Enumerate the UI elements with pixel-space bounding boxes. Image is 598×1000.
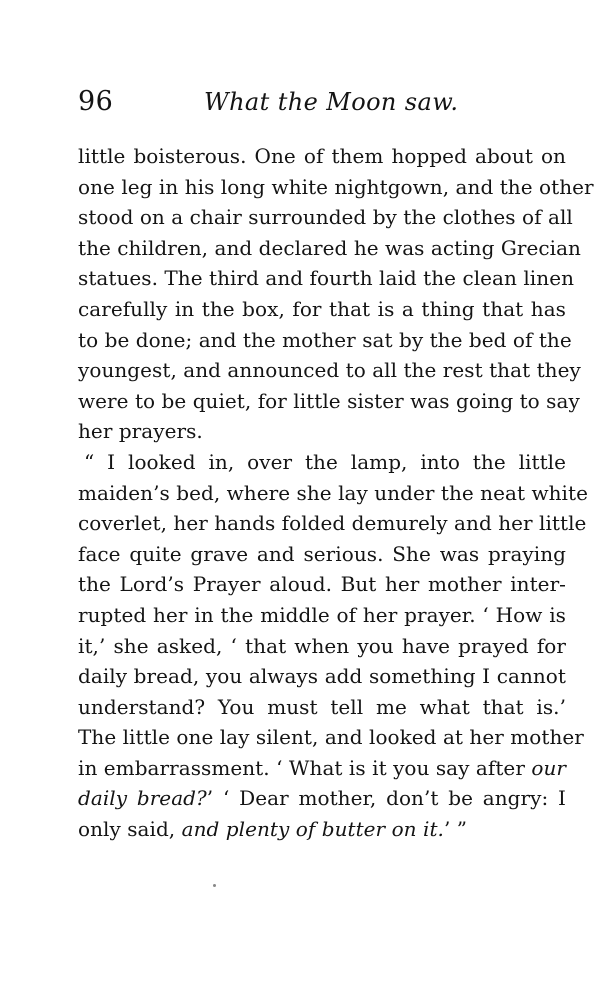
text-line: to be done; and the mother sat by the bed of the bbox=[78, 327, 572, 352]
body-text bbox=[78, 141, 594, 845]
text-line: youngest, and announced to all the rest that they bbox=[78, 358, 581, 383]
text-line: face quite grave and serious. She was praying bbox=[78, 541, 566, 566]
text-segment: ’ ‘ Dear mother, don’t be angry: I bbox=[206, 786, 566, 811]
text-line bbox=[78, 753, 566, 784]
text-segment: in embarrassment. ‘ What is it you say after bbox=[78, 755, 532, 780]
text-line: rupted her in the middle of her prayer. ‘ How is bbox=[78, 602, 566, 627]
text-line: her prayers. bbox=[78, 419, 203, 444]
running-head bbox=[78, 84, 564, 124]
italic-text: daily bread? bbox=[78, 786, 207, 811]
running-title: What the Moon saw. bbox=[204, 88, 459, 116]
text-line: one leg in his long white nightgown, and the other bbox=[78, 174, 594, 199]
text-line bbox=[78, 814, 566, 845]
text-segment: ’ ” bbox=[443, 817, 468, 842]
text-line: the Lord’s Prayer aloud. But her mother inter- bbox=[78, 572, 566, 597]
italic-text: our bbox=[531, 755, 566, 780]
text-line: stood on a chair surrounded by the clothes of all bbox=[78, 205, 573, 230]
text-line: were to be quiet, for little sister was going to say bbox=[78, 388, 580, 413]
text-line: understand? You must tell me what that is.’ bbox=[78, 694, 566, 719]
text-line: carefully in the box, for that is a thing that has bbox=[78, 296, 566, 321]
page-number: 96 bbox=[78, 86, 114, 117]
text-line: statues. The third and fourth laid the clean linen bbox=[78, 266, 575, 291]
text-line: maiden’s bed, where she lay under the neat white bbox=[78, 480, 588, 505]
text-line: “ I looked in, over the lamp, into the little bbox=[84, 449, 566, 474]
italic-text: and plenty of butter on it. bbox=[181, 817, 444, 842]
text-line: coverlet, her hands folded demurely and her little bbox=[78, 511, 587, 536]
text-line: little boisterous. One of them hopped about on bbox=[78, 144, 566, 168]
text-line: it,’ she asked, ‘ that when you have prayed for bbox=[78, 633, 566, 658]
text-line bbox=[78, 783, 566, 814]
text-line: The little one lay silent, and looked at her mother bbox=[78, 725, 584, 750]
text-segment: only said, bbox=[78, 817, 182, 842]
ink-speck bbox=[213, 884, 216, 887]
text-line: daily bread, you always add something I cannot bbox=[78, 664, 566, 689]
text-line: the children, and declared he was acting Grecian bbox=[78, 235, 581, 260]
